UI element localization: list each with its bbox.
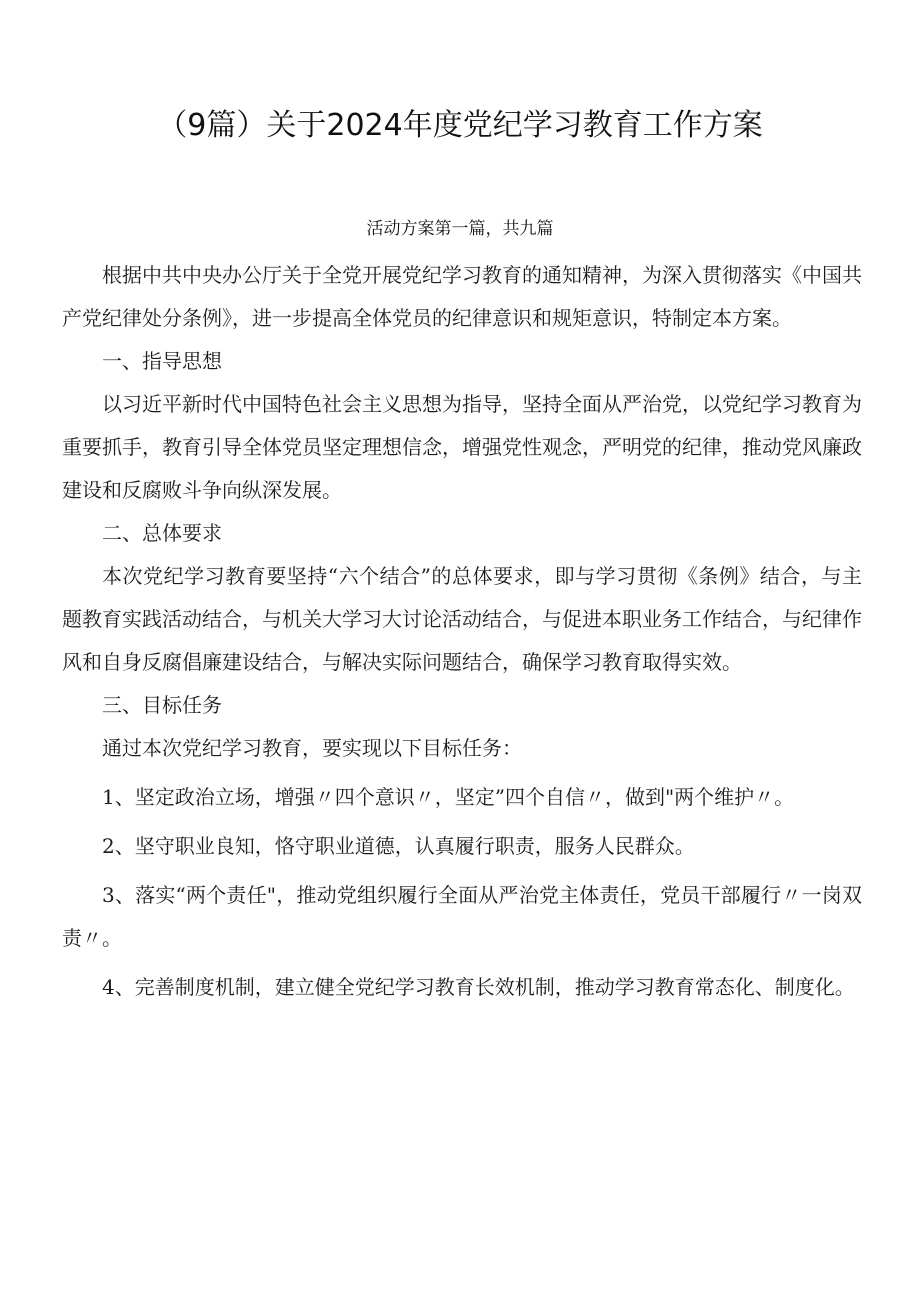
paragraph-objectives-intro: 通过本次党纪学习教育，要实现以下目标任务： — [102, 736, 522, 760]
paragraph-intro: 根据中共中央办公厅关于全党开展党纪学习教育的通知精神，为深入贯彻落实《中国共产党纪律处分条例》，进一步提高全体党员的纪律意识和规矩意识，特制定本方案。 — [62, 263, 862, 330]
section-heading-guiding-thought: 一、指导思想 — [102, 349, 222, 373]
section-heading-general-requirements: 二、总体要求 — [102, 521, 222, 545]
document-body — [62, 254, 862, 1009]
paragraph-guiding-thought: 以习近平新时代中国特色社会主义思想为指导，坚持全面从严治党，以党纪学习教育为重要抓手，教育引导全体党员坚定理想信念，增强党性观念，严明党的纪律，推动党风廉政建设和反腐败斗争向纵深发展。 — [62, 392, 862, 502]
document-subtitle: 活动方案第一篇，共九篇 — [366, 219, 554, 239]
list-item-objective-3: 3、落实“两个责任"，推动党组织履行全面从严治党主体责任，党员干部履行〃一岗双责〃。 — [62, 883, 862, 950]
paragraph-general-requirements: 本次党纪学习教育要坚持“六个结合”的总体要求，即与学习贯彻《条例》结合，与主题教育实践活动结合，与机关大学习大讨论活动结合，与促进本职业务工作结合，与纪律作风和自身反腐倡廉建设结合，与解决实际问题结合，确保学习教育取得实效。 — [62, 564, 862, 674]
section-heading-objectives: 三、目标任务 — [102, 693, 222, 717]
list-item-objective-2: 2、坚守职业良知，恪守职业道德，认真履行职责，服务人民群众。 — [102, 834, 695, 858]
list-item-objective-1: 1、坚定政治立场，增强〃四个意识〃，坚定”四个自信〃，做到"两个维护〃。 — [102, 785, 795, 809]
document-title: （9篇）关于2024年度党纪学习教育工作方案 — [157, 108, 763, 143]
list-item-objective-4: 4、完善制度机制，建立健全党纪学习教育长效机制，推动学习教育常态化、制度化。 — [102, 975, 855, 999]
